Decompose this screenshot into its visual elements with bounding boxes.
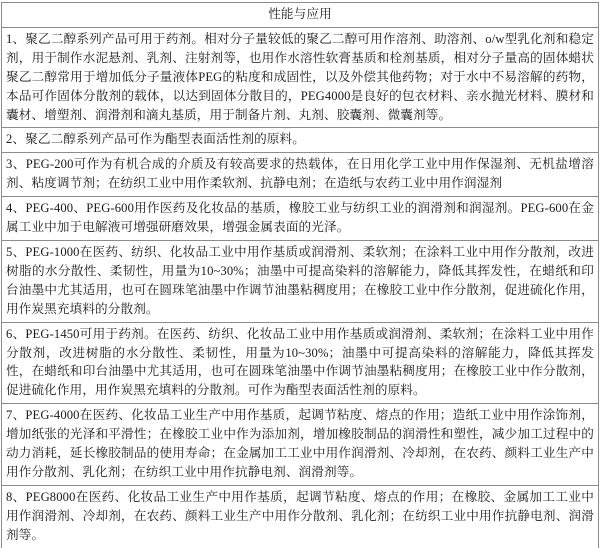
- entry-7-cell: 7、PEG-4000在医药、化妆品工业生产中用作基质，起调节粘度、熔点的作用；造纸工业中用作涂饰剂，增加纸张的光泽和平滑性；在橡胶工业中作为添加剂，增加橡胶制品的润滑性和塑性，减少加工过程中的动力消耗，延长橡胶制品的使用寿命；在金属加工工业中用作润滑剂、冷却剂，在农药、颜料工业生产中用作分散剂、乳化剂；在纺织工业中用作抗静电剂、润滑剂等。: [2, 404, 599, 486]
- table-row: [2, 128, 599, 153]
- entry-1-cell: 1、聚乙二醇系列产品可用于药剂。相对分子量较低的聚乙二醇可用作溶剂、助溶剂、o/w型乳化剂和稳定剂，用于制作水泥悬剂、乳剂、注射剂等，也用作水溶性软膏基质和栓剂基质，相对分子量高的固体蜡状聚乙二醇常用于增加低分子量液体PEG的粘度和成固性，以及外偿其他药物；对于水中不易溶解的药物，本品可作固体分散剂的载体，以达到固体分散目的，PEG4000是良好的包衣材料、亲水抛光材料、膜材和囊材、增塑剂、润滑剂和滴丸基质，用于制备片剂、丸剂、胶囊剂、微囊剂等。: [2, 27, 599, 128]
- properties-and-applications-table: [1, 2, 599, 548]
- table-row: [2, 404, 599, 486]
- table-row: [2, 153, 599, 197]
- table-title-cell: 性能与应用: [2, 3, 599, 28]
- table-row: [2, 240, 599, 322]
- entry-6-cell: 6、PEG-1450可用于药剂。在医药、纺织、化妆品工业中用作基质或润滑剂、柔软剂；在涂料工业中用作分散剂，改进树脂的水分散性、柔韧性，用量为10~30%；油墨中可提高染料的溶解能力，降低其挥发性，在蜡纸和印台油墨中尤其适用，也可在圆珠笔油墨中作调节油墨粘稠度用；在橡胶工业中作分散剂，促进硫化作用，用作炭黑充填料的分散剂。可作为酯型表面活性剂的原料。: [2, 322, 599, 404]
- table-row: [2, 27, 599, 128]
- entry-5-cell: 5、PEG-1000在医药、纺织、化妆品工业中用作基质或润滑剂、柔软剂；在涂料工业中用作分散剂，改进树脂的水分散性、柔韧性，用量为10~30%；油墨中可提高染料的溶解能力，降低其挥发性，在蜡纸和印台油墨中尤其适用，也可在圆珠笔油墨中作调节油墨粘稠度用；在橡胶工业中作分散剂，促进硫化作用，用作炭黑充填料的分散剂。: [2, 240, 599, 322]
- table-header-row: [2, 3, 599, 28]
- entry-2-cell: 2、聚乙二醇系列产品可作为酯型表面活性剂的原料。: [2, 128, 599, 153]
- table-body: [2, 3, 599, 548]
- table-row: [2, 322, 599, 404]
- table-row: [2, 485, 599, 547]
- table-row: [2, 197, 599, 241]
- entry-3-cell: 3、PEG-200可作为有机合成的介质及有较高要求的热载体，在日用化学工业中用作保湿剂、无机盐增溶剂、粘度调节剂；在纺织工业中用作柔软剂、抗静电剂；在造纸与农药工业中用作润湿剂: [2, 153, 599, 197]
- entry-8-cell: 8、PEG8000在医药、化妆品工业生产中用作基质，起调节粘度、熔点的作用；在橡胶、金属加工工业中用作润滑剂、冷却剂，在农药、颜料工业生产中用作分散剂、乳化剂；在纺织工业中用作抗静电剂、润滑剂等。: [2, 485, 599, 547]
- entry-4-cell: 4、PEG-400、PEG-600用作医药及化妆品的基质，橡胶工业与纺织工业的润滑剂和润湿剂。PEG-600在金属工业中加于电解液可增强研磨效果，增强金属表面的光泽。: [2, 197, 599, 241]
